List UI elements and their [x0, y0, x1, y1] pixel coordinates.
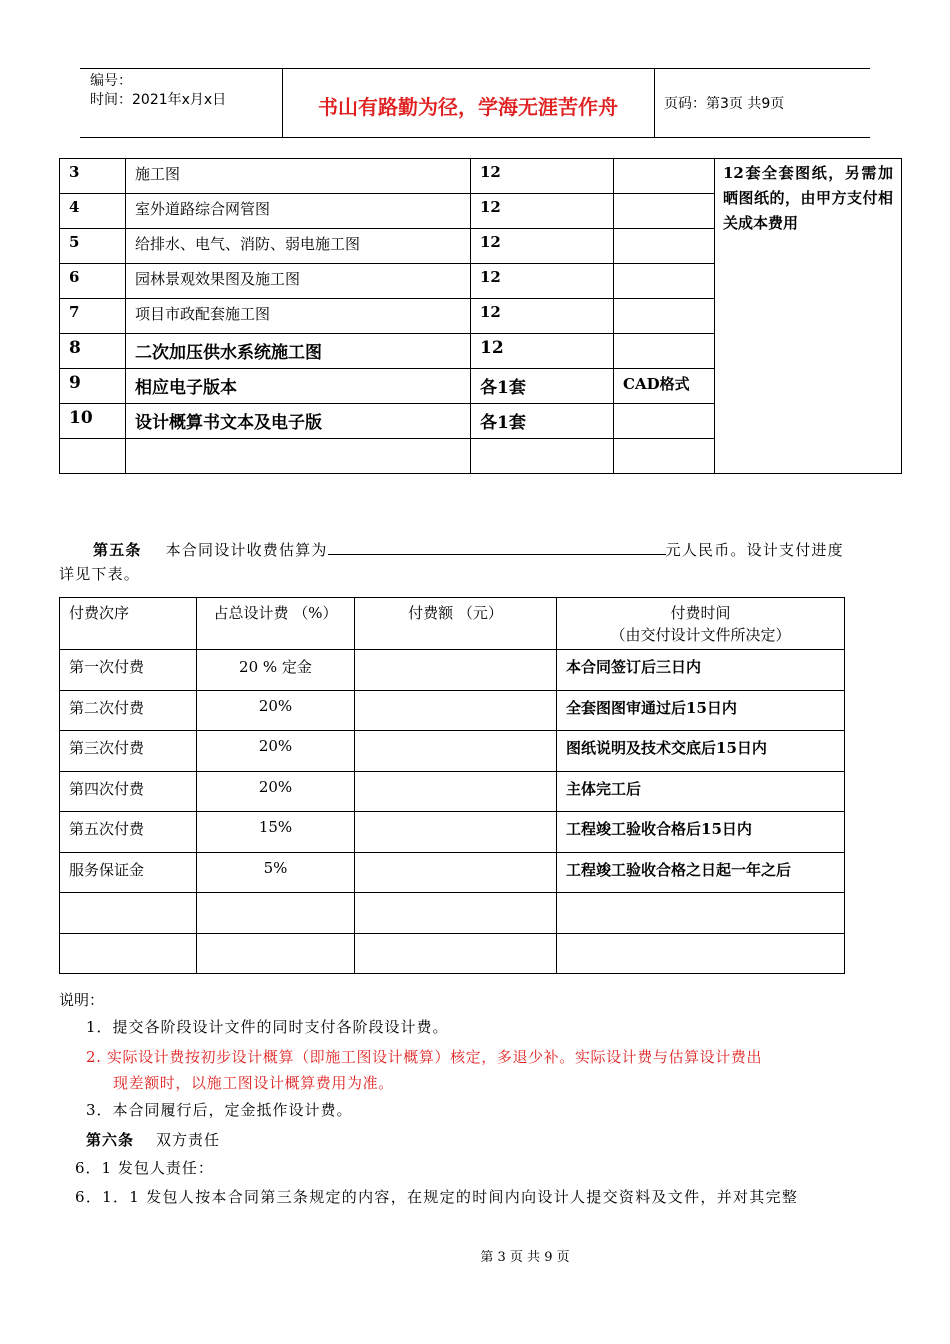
article5-title: 第五条 — [93, 541, 142, 559]
table-row — [60, 159, 902, 194]
row-qty: 各1套 — [471, 404, 614, 439]
pay-time: 工程竣工验收合格后15日内 — [557, 812, 845, 853]
pay-time: 工程竣工验收合格之日起一年之后 — [557, 852, 845, 893]
row-qty — [471, 439, 614, 474]
pay-amount — [355, 690, 557, 731]
article6-heading — [86, 1129, 220, 1151]
pay-seq: 第二次付费 — [60, 690, 197, 731]
article5-text-before: 本合同设计收费估算为 — [165, 541, 328, 559]
page-footer: 第 3 页 共 9 页 — [480, 1250, 570, 1265]
header-motto-cell — [282, 69, 655, 137]
pay-amount — [355, 650, 557, 691]
pay-seq: 第一次付费 — [60, 650, 197, 691]
pay-amount — [355, 933, 557, 974]
row-name — [126, 439, 471, 474]
header-page-cell — [654, 69, 870, 137]
row-qty: 12 — [471, 299, 614, 334]
pay-pct: 20% — [197, 731, 355, 772]
pay-amount — [355, 812, 557, 853]
row-no: 3 — [60, 159, 126, 194]
note-item-1: 1．提交各阶段设计文件的同时支付各阶段设计费。 — [86, 1018, 449, 1036]
row-note — [614, 229, 715, 264]
pay-seq — [60, 893, 197, 934]
row-note — [614, 194, 715, 229]
header-time-main: 付费时间 — [670, 604, 731, 622]
table-row — [60, 933, 845, 974]
pay-pct: 20% — [197, 690, 355, 731]
header-amount: 付费额 （元） — [355, 598, 557, 650]
page-label: 页码：第3页 共9页 — [664, 96, 785, 112]
pay-pct: 20 % 定金 — [197, 650, 355, 691]
motto: 书山有路勤为径，学海无涯苦作舟 — [318, 95, 618, 119]
row-note — [614, 264, 715, 299]
header-time — [557, 598, 845, 650]
pay-amount — [355, 771, 557, 812]
pay-pct: 15% — [197, 812, 355, 853]
article6-sub1: 6．1 发包人责任： — [75, 1159, 214, 1177]
pay-seq: 第五次付费 — [60, 812, 197, 853]
row-no: 8 — [60, 334, 126, 369]
row-name: 项目市政配套施工图 — [126, 299, 471, 334]
article6-title: 第六条 — [86, 1131, 135, 1149]
row-name: 设计概算书文本及电子版 — [126, 404, 471, 439]
header-time-sub: （由交付设计文件所决定） — [610, 626, 791, 644]
row-qty: 12 — [471, 229, 614, 264]
row-no: 9 — [60, 369, 126, 404]
row-no: 5 — [60, 229, 126, 264]
note-item-2-line2: 现差额时，以施工图设计概算费用为准。 — [113, 1074, 394, 1092]
row-no: 4 — [60, 194, 126, 229]
table-row — [60, 731, 845, 772]
pay-seq: 第三次付费 — [60, 731, 197, 772]
row-qty: 12 — [471, 159, 614, 194]
article6-text: 双方责任 — [156, 1131, 221, 1149]
note-item-3: 3．本合同履行后，定金抵作设计费。 — [86, 1101, 353, 1119]
table-row — [60, 771, 845, 812]
note-item-2-line1: 2. 实际设计费按初步设计概算（即施工图设计概算）核定，多退少补。实际设计费与估算设计费出 — [86, 1048, 763, 1066]
serial-label: 编号： — [90, 73, 132, 89]
row-qty: 各1套 — [471, 369, 614, 404]
row-note — [614, 159, 715, 194]
pay-time — [557, 933, 845, 974]
table-row — [60, 893, 845, 934]
article5-line2: 详见下表。 — [59, 565, 141, 583]
row-note — [614, 404, 715, 439]
notes-title: 说明： — [59, 991, 105, 1009]
row-name: 室外道路综合网管图 — [126, 194, 471, 229]
deliverables-table — [59, 158, 902, 474]
row-name: 施工图 — [126, 159, 471, 194]
pay-time: 主体完工后 — [557, 771, 845, 812]
pay-seq — [60, 933, 197, 974]
row-qty: 12 — [471, 264, 614, 299]
pay-seq: 第四次付费 — [60, 771, 197, 812]
article5-text-after: 元人民币。设计支付进度 — [665, 541, 844, 559]
row-note: CAD格式 — [614, 369, 715, 404]
article5-line1 — [93, 537, 844, 561]
row-note — [614, 439, 715, 474]
header-meta-cell — [80, 69, 283, 137]
pay-time: 图纸说明及技术交底后15日内 — [557, 731, 845, 772]
row-qty: 12 — [471, 194, 614, 229]
header-seq: 付费次序 — [60, 598, 197, 650]
row-no: 10 — [60, 404, 126, 439]
pay-pct: 20% — [197, 771, 355, 812]
row-qty: 12 — [471, 334, 614, 369]
pay-time: 本合同签订后三日内 — [557, 650, 845, 691]
row-no: 6 — [60, 264, 126, 299]
table-row — [60, 812, 845, 853]
fee-blank-field — [328, 537, 666, 555]
remark-cell: 12套全套图纸，另需加晒图纸的，由甲方支付相关成本费用 — [715, 159, 902, 474]
row-note — [614, 334, 715, 369]
pay-amount — [355, 852, 557, 893]
pay-pct — [197, 933, 355, 974]
pay-pct: 5% — [197, 852, 355, 893]
row-name: 园林景观效果图及施工图 — [126, 264, 471, 299]
table-row — [60, 852, 845, 893]
page-header — [80, 68, 870, 138]
table-row — [60, 650, 845, 691]
table-row — [60, 690, 845, 731]
header-pct: 占总设计费 （%） — [197, 598, 355, 650]
row-name: 相应电子版本 — [126, 369, 471, 404]
row-no: 7 — [60, 299, 126, 334]
pay-time — [557, 893, 845, 934]
pay-seq: 服务保证金 — [60, 852, 197, 893]
pay-amount — [355, 731, 557, 772]
pay-pct — [197, 893, 355, 934]
time-label: 时间：2021年x月x日 — [90, 92, 227, 108]
pay-amount — [355, 893, 557, 934]
row-name: 二次加压供水系统施工图 — [126, 334, 471, 369]
payment-table-header — [60, 598, 845, 650]
payment-table — [59, 597, 845, 974]
pay-time: 全套图图审通过后15日内 — [557, 690, 845, 731]
row-no — [60, 439, 126, 474]
article6-sub11: 6．1．1 发包人按本合同第三条规定的内容，在规定的时间内向设计人提交资料及文件，并对其完整 — [75, 1188, 799, 1206]
row-note — [614, 299, 715, 334]
row-name: 给排水、电气、消防、弱电施工图 — [126, 229, 471, 264]
